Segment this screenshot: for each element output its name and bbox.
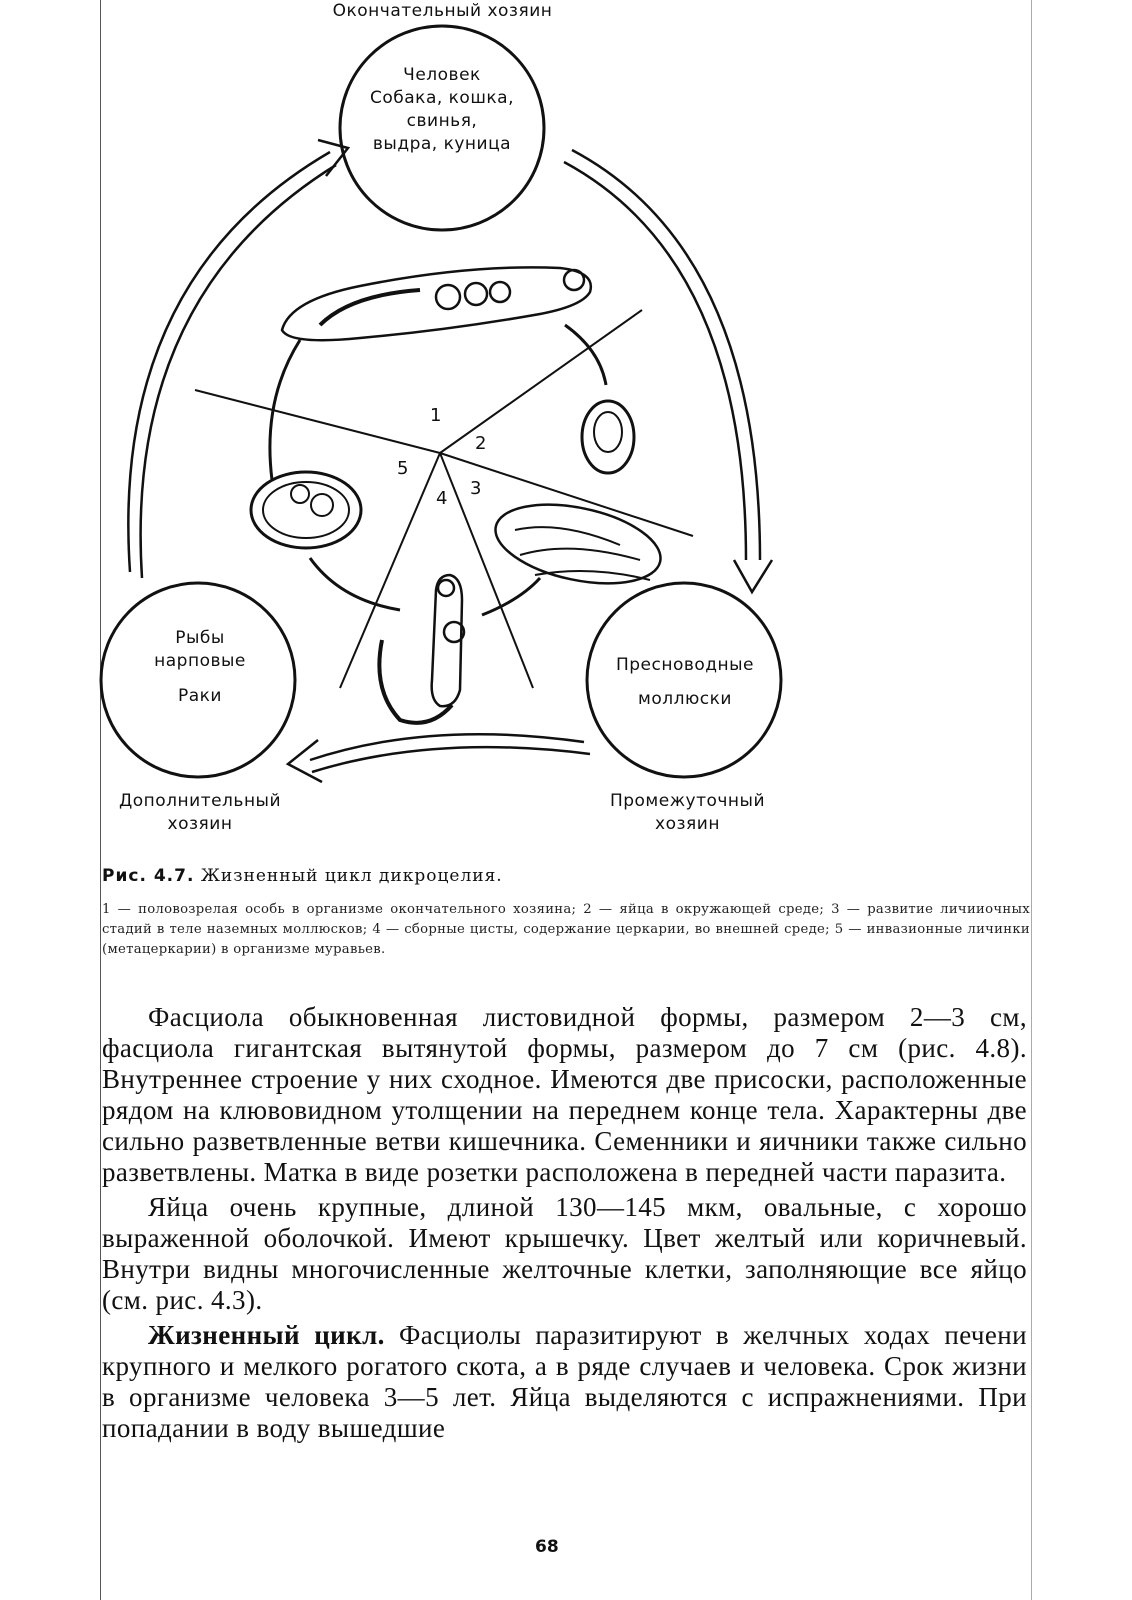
definitive-host-line-2: Собака, кошка, (370, 88, 514, 108)
intermediate-host-caption-line-1: Промежуточный (609, 791, 766, 811)
additional-host-caption-line-2: хозяин (167, 814, 233, 834)
intermediate-host-line-2: моллюски (638, 689, 732, 709)
stage-number-4: 4 (436, 488, 448, 509)
definitive-host-line-4: выдра, куница (372, 134, 512, 154)
additional-host-line-2: нарповые (154, 651, 246, 671)
figure-caption-title (102, 866, 1030, 886)
intermediate-host-caption-line-2: хозяин (655, 814, 720, 834)
intermediate-host-caption (590, 790, 785, 836)
stage-number-5: 5 (397, 458, 409, 479)
adult-fluke-drawing (282, 267, 591, 340)
additional-host-caption-line-1: Дополнительный (118, 791, 282, 811)
paragraph-3-text: Фасциолы паразитируют в желчных ходах печени крупного и мелкого рогатого скота, а в ряде случаев и человека. Срок жизни в организме человека 3—5 лет. Яйца выделяются с испражнениями. При попадании в воду вышедшие (102, 1320, 1027, 1443)
figure-title: Жизненный цикл дикроцелия. (200, 866, 503, 886)
egg-drawing (582, 401, 634, 473)
intermediate-host-line-1: Пресноводные (615, 655, 755, 675)
stage-number-1: 1 (430, 405, 442, 426)
arrow-right-down (572, 150, 760, 560)
page-number: 68 (535, 1537, 559, 1557)
additional-host-line-3: Раки (178, 686, 222, 706)
definitive-host-line-3: свинья, (406, 111, 478, 131)
metacercaria-drawing (251, 472, 361, 548)
figure-legend: 1 — половозрелая особь в организме окончательного хозяина; 2 — яйца в окружающей среде; 3 — развитие личииочных стадий в теле наземных моллюсков; 4 — сборные цисты, содержание церкарии, во внешней среде; 5 — инвазионные личинки (метацеркарии) в организме муравьев. (102, 902, 1030, 957)
stage-number-3: 3 (470, 478, 482, 499)
body-text (102, 1002, 1027, 1444)
paragraph-3-heading: Жизненный цикл. (148, 1320, 385, 1350)
intermediate-host-list (600, 648, 770, 716)
definitive-host-line-1: Человек (403, 65, 481, 85)
paragraph-2: Яйца очень крупные, длиной 130—145 мкм, овальные, с хорошо выраженной оболочкой. Имеют крышечку. Цвет желтый или коричневый. Внутри видны многочисленные желточные клетки, заполняющие все яйцо (см. рис. 4.3). (102, 1192, 1027, 1315)
stage-number-2: 2 (475, 433, 487, 454)
additional-host-caption (105, 790, 295, 836)
paragraph-3 (102, 1320, 1027, 1444)
sporocyst-drawing (488, 491, 667, 596)
additional-host-line-1: Рыбы (175, 628, 225, 648)
additional-host-list (140, 627, 260, 708)
definitive-host-list (342, 64, 542, 156)
definitive-host-title: Окончательный хозяин (332, 1, 553, 21)
figure-number: Рис. 4.7. (102, 866, 195, 886)
arrow-left-up (128, 152, 330, 572)
paragraph-1: Фасциола обыкновенная листовидной формы, размером 2—3 см, фасциола гигантская вытянутой формы, размером до 7 см (рис. 4.8). Внутреннее строение у них сходное. Имеются две присоски, расположенные рядом на клювовидном утолщении на переднем конце тела. Характерны две сильно разветвленные ветви кишечника. Семенники и яичники также сильно разветвлены. Матка в виде розетки расположена в передней части паразита. (102, 1002, 1027, 1187)
cercaria-drawing (379, 575, 464, 723)
